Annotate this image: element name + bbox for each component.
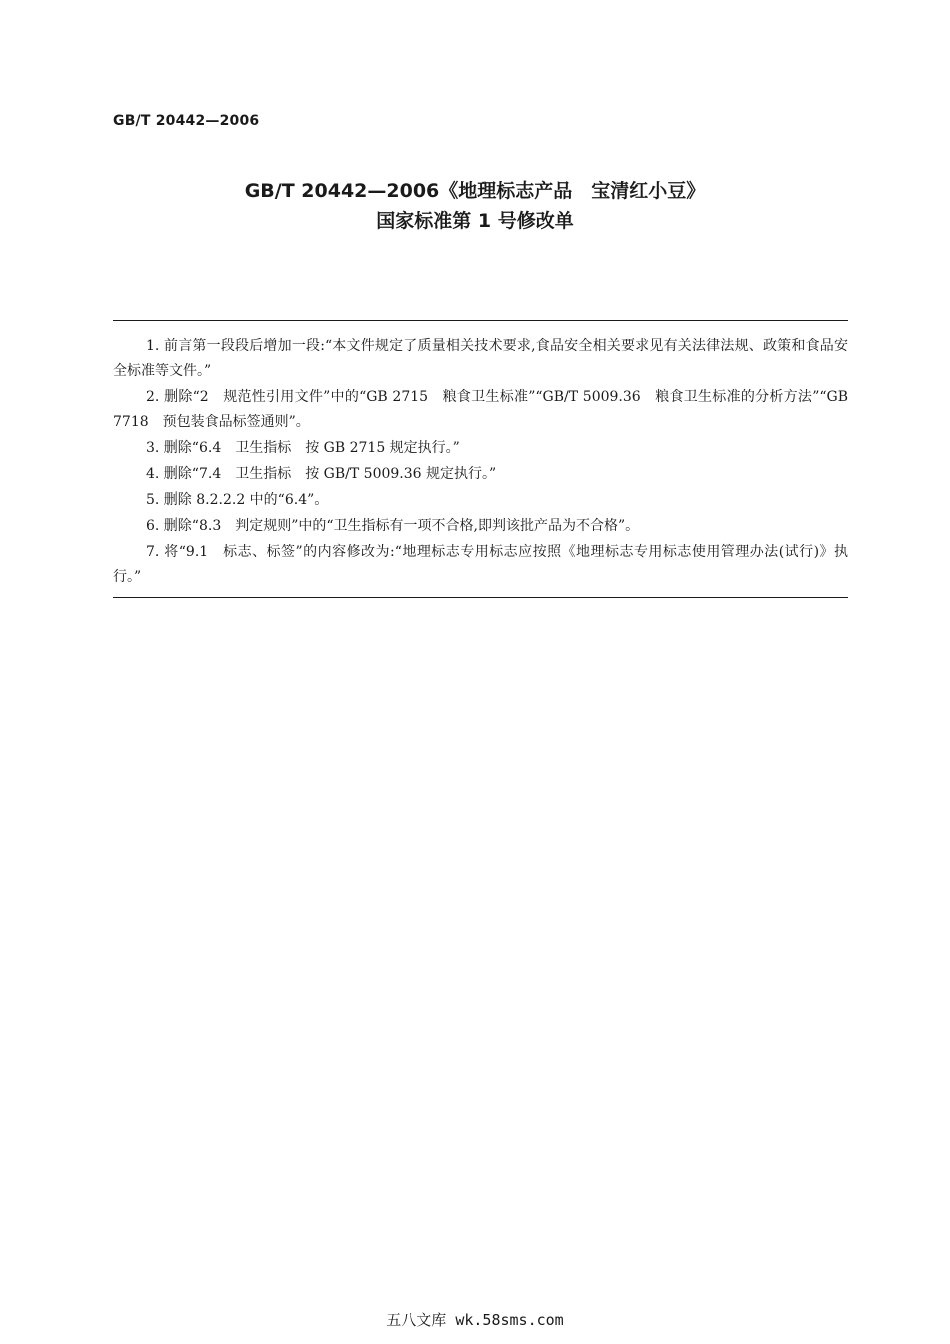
- amendment-item: 2. 删除“2 规范性引用文件”中的“GB 2715 粮食卫生标准”“GB/T 5009.36 粮食卫生标准的分析方法”“GB 7718 预包装食品标签通则”。: [113, 389, 853, 430]
- amendment-item: 5. 删除 8.2.2.2 中的“6.4”。: [146, 492, 329, 508]
- footer-watermark: 五八文库 wk.58sms.com: [386, 1311, 564, 1329]
- amendment-item: 6. 删除“8.3 判定规则”中的“卫生指标有一项不合格,即判该批产品为不合格”。: [146, 518, 640, 534]
- amendment-item: 4. 删除“7.4 卫生指标 按 GB/T 5009.36 规定执行。”: [146, 466, 497, 482]
- amendment-item: 7. 将“9.1 标志、标签”的内容修改为:“地理标志专用标志应按照《地理标志专用标志使用管理办法(试行)》执行。”: [113, 544, 848, 585]
- page-title: GB/T 20442—2006《地理标志产品 宝清红小豆》: [244, 180, 706, 202]
- page-subtitle: 国家标准第 1 号修改单: [376, 210, 574, 232]
- document-code: GB/T 20442—2006: [113, 113, 260, 129]
- amendment-list: [113, 334, 853, 591]
- amendment-item: 1. 前言第一段段后增加一段:“本文件规定了质量相关技术要求,食品安全相关要求见有关法律法规、政策和食品安全标准等文件。”: [113, 338, 848, 379]
- bottom-divider: [113, 597, 848, 598]
- amendment-item: 3. 删除“6.4 卫生指标 按 GB 2715 规定执行。”: [146, 440, 460, 456]
- top-divider: [113, 320, 848, 321]
